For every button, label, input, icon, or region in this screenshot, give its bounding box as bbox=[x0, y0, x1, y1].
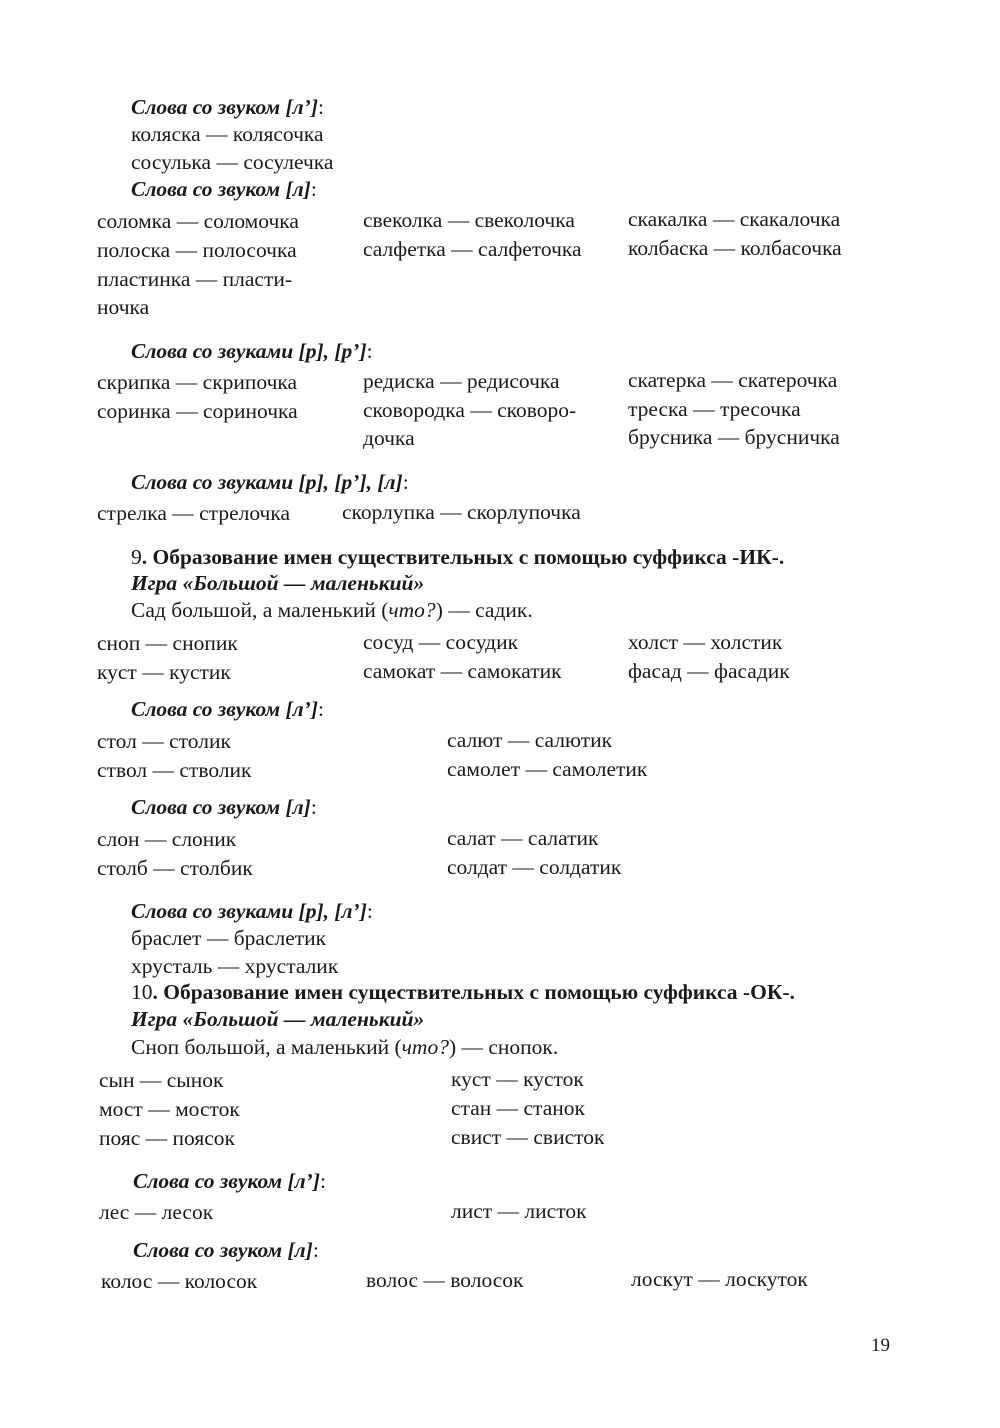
word-pair: колбаска — колбасочка bbox=[628, 236, 842, 260]
word-pair: волос — волосок bbox=[366, 1268, 524, 1292]
word-pair: скакалка — скакалочка bbox=[628, 207, 841, 231]
word-pair: пояс — поясок bbox=[99, 1126, 236, 1150]
word-pair: столб — столбик bbox=[97, 856, 253, 880]
word-pair: хрусталь — хрусталик bbox=[131, 954, 339, 978]
word-pair: стол — столик bbox=[97, 729, 231, 753]
word-pair: слон — слоник bbox=[97, 827, 237, 851]
heading-l-soft: Слова со звуком [л’]: bbox=[131, 697, 324, 721]
word-pair: сосулька — сосулечка bbox=[131, 150, 334, 174]
word-pair: пластинка — пласти- bbox=[97, 267, 293, 291]
word-pair: самокат — самокатик bbox=[363, 659, 562, 683]
word-pair: холст — холстик bbox=[628, 630, 783, 654]
heading-l-soft: Слова со звуком [л’]: bbox=[133, 1169, 326, 1193]
word-pair: брусника — брусничка bbox=[628, 425, 840, 449]
heading-l-hard: Слова со звуком [л]: bbox=[133, 1238, 319, 1262]
section-10-example: Сноп большой, а маленький (что?) — снопок. bbox=[131, 1035, 559, 1059]
heading-r-rsoft-l: Слова со звуками [р], [р’], [л]: bbox=[131, 470, 409, 494]
word-pair: ствол — стволик bbox=[97, 758, 252, 782]
heading-l-hard: Слова со звуком [л]: bbox=[131, 795, 317, 819]
word-pair: мост — мосток bbox=[99, 1097, 240, 1121]
word-pair: сын — сынок bbox=[99, 1068, 224, 1092]
word-pair: лес — лесок bbox=[99, 1200, 214, 1224]
word-pair: свеколка — свеколочка bbox=[363, 208, 575, 232]
word-pair: лоскут — лоскуток bbox=[631, 1267, 808, 1291]
word-pair: полоска — полосочка bbox=[97, 238, 297, 262]
section-9-game: Игра «Большой — маленький» bbox=[131, 571, 425, 595]
word-pair: солдат — солдатик bbox=[447, 855, 622, 879]
word-pair: свист — свисток bbox=[451, 1125, 605, 1149]
word-pair: колос — колосок bbox=[101, 1269, 258, 1293]
page-number: 19 bbox=[871, 1335, 890, 1356]
word-pair: скрипка — скрипочка bbox=[97, 370, 298, 394]
word-pair: браслет — браслетик bbox=[131, 926, 327, 950]
word-pair: стрелка — стрелочка bbox=[97, 501, 291, 525]
section-10-title: 10. Образование имен существительных с помощью суффикса -ОК-. bbox=[131, 980, 795, 1004]
word-pair: сковородка — сковоро- bbox=[363, 398, 577, 422]
word-pair: сосуд — сосудик bbox=[363, 630, 519, 654]
word-pair: коляска — колясочка bbox=[131, 122, 324, 146]
word-pair: редиска — редисочка bbox=[363, 369, 560, 393]
word-pair: куст — кустик bbox=[97, 660, 231, 684]
word-pair: скатерка — скатерочка bbox=[628, 368, 838, 392]
word-pair: куст — кусток bbox=[451, 1067, 584, 1091]
word-pair: лист — листок bbox=[451, 1199, 587, 1223]
heading-r-lsoft: Слова со звуками [р], [л’]: bbox=[131, 899, 373, 923]
word-pair: салат — салатик bbox=[447, 826, 599, 850]
heading-l-hard: Слова со звуком [л]: bbox=[131, 177, 317, 201]
word-pair: стан — станок bbox=[451, 1096, 585, 1120]
section-9-title: 9. Образование имен существительных с помощью суффикса -ИК-. bbox=[131, 545, 785, 569]
word-pair: салфетка — салфеточка bbox=[363, 237, 582, 261]
word-pair: ночка bbox=[97, 295, 150, 319]
word-pair: соринка — сориночка bbox=[97, 399, 298, 423]
section-9-example: Сад большой, а маленький (что?) — садик. bbox=[131, 598, 533, 622]
word-pair: дочка bbox=[363, 426, 415, 450]
word-pair: салют — салютик bbox=[447, 728, 613, 752]
word-pair: соломка — соломочка bbox=[97, 209, 299, 233]
word-pair: треска — тресочка bbox=[628, 397, 801, 421]
word-pair: сноп — снопик bbox=[97, 631, 238, 655]
word-pair: скорлупка — скорлупочка bbox=[342, 500, 581, 524]
heading-r-rsoft: Слова со звуками [р], [р’]: bbox=[131, 339, 373, 363]
section-10-game: Игра «Большой — маленький» bbox=[131, 1007, 425, 1031]
word-pair: самолет — самолетик bbox=[447, 757, 648, 781]
heading-l-soft: Слова со звуком [л’]: bbox=[131, 95, 324, 119]
word-pair: фасад — фасадик bbox=[628, 659, 790, 683]
